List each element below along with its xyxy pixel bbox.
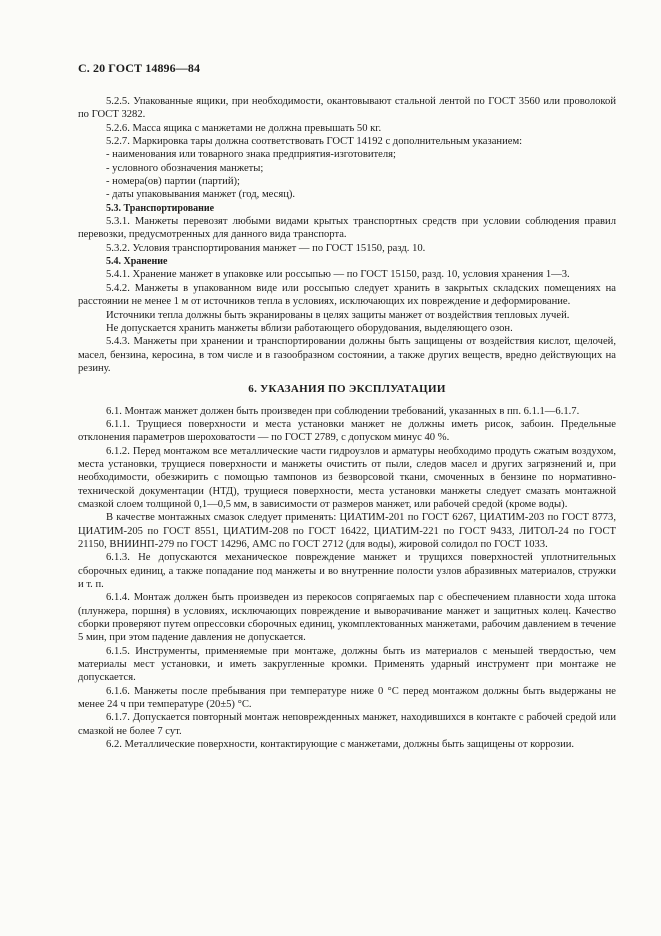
clause-6-2: 6.2. Металлические поверхности, контактирующие с манжетами, должны быть защищены от коррозии.: [106, 739, 575, 751]
clause-5-3-2: 5.3.2. Условия транспортирования манжет — по ГОСТ 15150, разд. 10.: [106, 242, 426, 254]
clause-6-1: 6.1. Монтаж манжет должен быть произведен при соблюдении требований, указанных в пп. 6.1.1—6.1.7.: [106, 405, 580, 417]
list-item: - условного обозначения манжеты;: [106, 162, 264, 174]
clause-6-1-3: 6.1.3. Не допускаются механическое повреждение манжет и трущихся поверхностей уплотнительных сборочных единиц, а также попадание под манжеты и во внутренние полости узлов абразивных материалов, стружки и т. п.: [78, 552, 616, 591]
clause-5-4-2: 5.4.2. Манжеты в упакованном виде или россыпью следует хранить в закрытых складских помещениях на расстоянии не менее 1 м от источников тепла в условиях, исключающих их повреждение и деформирование.: [78, 282, 616, 308]
document-body: [78, 95, 616, 752]
clause-6-1-5: 6.1.5. Инструменты, применяемые при монтаже, должны быть из материалов с меньшей твердостью, чем материалы мест установки, и иметь закругленные кромки. Применять ударный инструмент при монтаже не допускается.: [78, 645, 616, 684]
clause-6-1-6: 6.1.6. Манжеты после пребывания при температуре ниже 0 °С перед монтажом должны быть выдержаны не менее 24 ч при температуре (20±5) °С.: [78, 685, 616, 711]
subsection-heading-storage: 5.4. Хранение: [106, 256, 168, 268]
list-item: - наименования или товарного знака предприятия-изготовителя;: [106, 149, 396, 161]
clause-5-4-2-heat: Источники тепла должны быть экранированы в целях защиты манжет от воздействия тепловых лучей.: [106, 309, 570, 321]
clause-5-4-1: 5.4.1. Хранение манжет в упаковке или россыпью — по ГОСТ 15150, разд. 10, условия хранения 1—3.: [106, 269, 570, 281]
clause-5-3-1: 5.3.1. Манжеты перевозят любыми видами крытых транспортных средств при условии соблюдения правил перевозки, предусмотренных для данного вида транспорта.: [78, 216, 616, 241]
clause-6-1-4: 6.1.4. Монтаж должен быть произведен из перекосов сопрягаемых пар с обеспечением плавности хода штока (плунжера, поршня) в условиях, исключающих повреждение и выворачивание манжет и защитных колец. Качество сборки проверяют путем опрессовки сборочных единиц, укомплектованных манжетами, рабочим давлением в течение 5 мин, при этом падение давления не допускается.: [78, 592, 616, 644]
clause-6-1-1: 6.1.1. Трущиеся поверхности и места установки манжет не должны иметь рисок, забоин. Предельные отклонения параметров шероховатости — по ГОСТ 2789, с допуском минус 40 %.: [78, 418, 616, 444]
section-heading-6: 6. УКАЗАНИЯ ПО ЭКСПЛУАТАЦИИ: [248, 383, 446, 396]
clause-5-4-2-ozone: Не допускается хранить манжеты вблизи работающего оборудования, выделяющего озон.: [106, 322, 513, 334]
clause-5-2-7: 5.2.7. Маркировка тары должна соответствовать ГОСТ 14192 с дополнительным указанием:: [106, 136, 523, 148]
clause-5-2-6: 5.2.6. Масса ящика с манжетами не должна превышать 50 кг.: [106, 122, 382, 134]
clause-6-1-2-lubricants: В качестве монтажных смазок следует применять: ЦИАТИМ-201 по ГОСТ 6267, ЦИАТИМ-203 по ГОСТ 8773, ЦИАТИМ-205 по ГОСТ 8551, ЦИАТИМ-208 по ГОСТ 16422, ЦИАТИМ-221 по ГОСТ 9433, ЛИТОЛ-24 по ГОСТ 21150, ВНИИНП-279 по ГОСТ 14296, АМС по ГОСТ 2712 (для воды), жировой солидол по ГОСТ 1033.: [78, 512, 616, 550]
page-header: С. 20 ГОСТ 14896—84: [78, 61, 201, 75]
clause-6-1-2: 6.1.2. Перед монтажом все металлические части гидроузлов и арматуры необходимо продуть сжатым воздухом, места установки, трущиеся поверхности и манжеты очистить от пыли, следов масел и других загрязнений и, при необходимости, обезжирить с помощью тампонов из безворсовой ткани, смоченных в бензине по нормативно-технической документации (НТД), трущиеся поверхности, места установки манжеты следует смазать монтажной смазкой слоем толщиной 0,1—0,5 мм, в зависимости от размеров манжет, или рабочей средой (кроме воды).: [78, 445, 616, 510]
list-item: - даты упаковывания манжет (год, месяц).: [106, 189, 296, 201]
subsection-heading-transport: 5.3. Транспортирование: [106, 202, 215, 214]
clause-5-4-3: 5.4.3. Манжеты при хранении и транспортировании должны быть защищены от воздействия кислот, щелочей, масел, бензина, керосина, в том числе и в газообразном состоянии, а также других веществ, вредно действующих на резину.: [78, 336, 616, 374]
clause-5-2-5: 5.2.5. Упакованные ящики, при необходимости, окантовывают стальной лентой по ГОСТ 3560 или проволокой по ГОСТ 3282.: [78, 96, 616, 121]
list-item: - номера(ов) партии (партий);: [106, 176, 240, 188]
clause-6-1-7: 6.1.7. Допускается повторный монтаж неповрежденных манжет, находившихся в контакте с рабочей средой или смазкой не более 7 сут.: [78, 712, 616, 737]
